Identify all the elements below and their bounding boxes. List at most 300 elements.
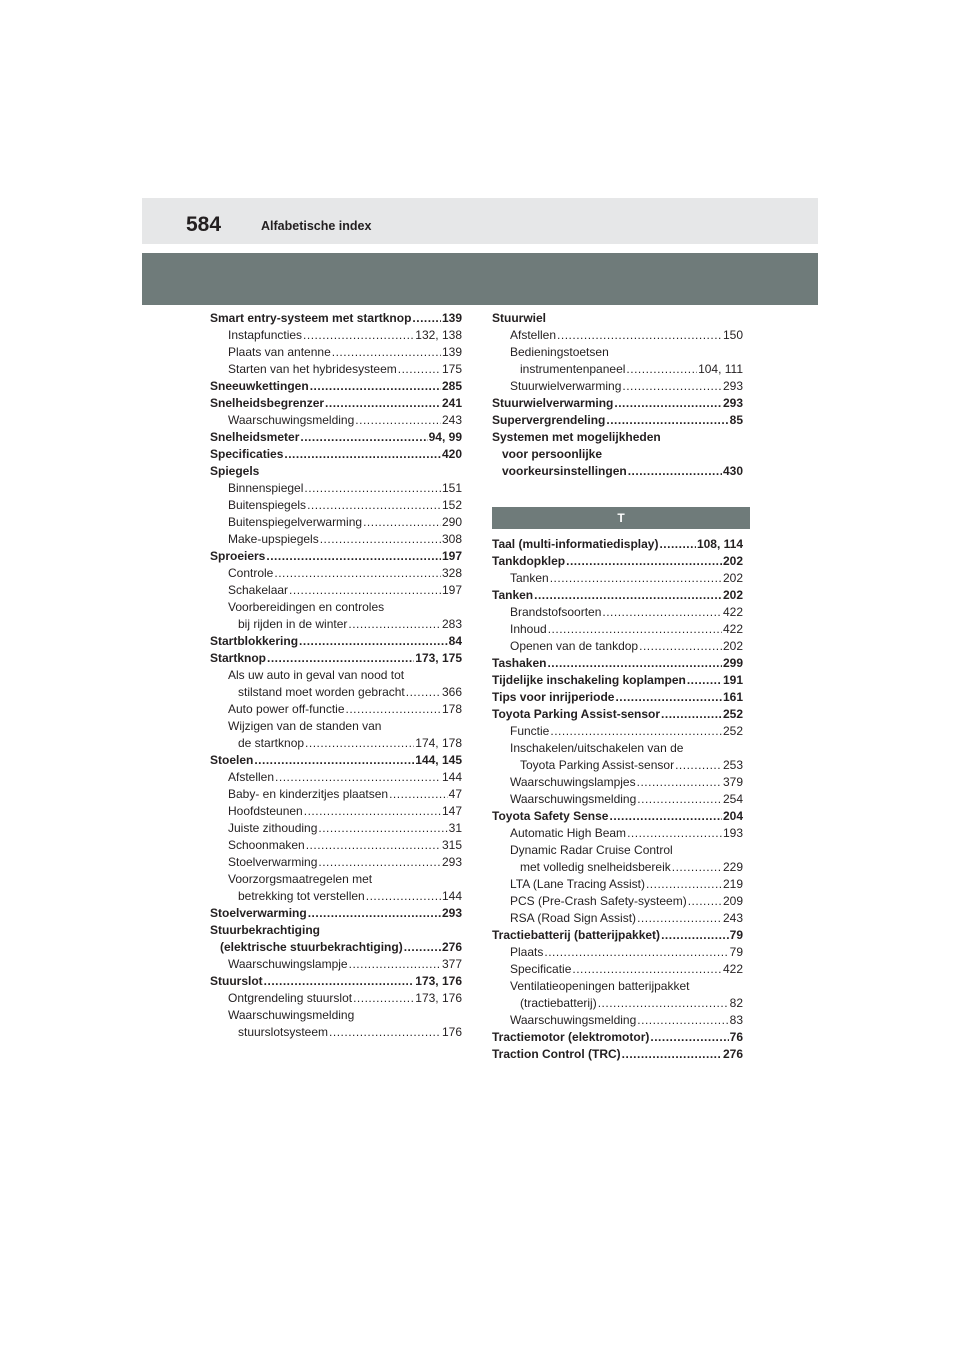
index-entry	[210, 871, 462, 888]
index-entry	[492, 570, 743, 587]
dot-leader	[349, 956, 441, 973]
index-entry-pages: 366	[441, 685, 462, 699]
index-entry	[492, 1046, 743, 1063]
dot-leader	[615, 689, 722, 706]
section-title: Alfabetische index	[261, 219, 372, 233]
index-entry	[210, 752, 462, 769]
dot-leader	[628, 463, 722, 480]
index-entry-pages: 219	[722, 877, 743, 891]
index-entry-pages: 173, 175	[415, 651, 462, 665]
index-entry-pages: 161	[722, 690, 743, 704]
index-entry-pages: 276	[441, 940, 462, 954]
index-entry-label: (tractiebatterij)	[520, 996, 597, 1010]
index-entry-label: Systemen met mogelijkheden	[492, 430, 661, 444]
header-band	[142, 253, 818, 305]
index-entry	[210, 344, 462, 361]
index-entry-label: Juiste zithouding	[228, 821, 318, 835]
index-entry-label: Voorbereidingen en controles	[228, 600, 385, 614]
index-entry-label: Plaats van antenne	[228, 345, 331, 359]
index-entry-label: Baby- en kinderzitjes plaatsen	[228, 787, 389, 801]
index-entry	[210, 701, 462, 718]
index-entry	[210, 633, 462, 650]
index-entry	[492, 378, 743, 395]
index-entry	[210, 973, 462, 990]
dot-leader	[412, 310, 441, 327]
index-entry	[210, 395, 462, 412]
index-entry-pages: 31	[448, 821, 462, 835]
index-entry	[210, 922, 462, 939]
index-entry	[492, 536, 743, 553]
index-entry-pages: 151	[441, 481, 462, 495]
dot-leader	[637, 774, 722, 791]
dot-leader	[264, 973, 415, 990]
index-entry-pages: 422	[722, 605, 743, 619]
dot-leader	[318, 854, 441, 871]
index-entry	[210, 582, 462, 599]
index-entry-label: Tips voor inrijperiode	[492, 690, 615, 704]
dot-leader	[547, 655, 722, 672]
index-entry	[492, 361, 743, 378]
index-entry-label: met volledig snelheidsbereik	[520, 860, 671, 874]
dot-leader	[606, 412, 728, 429]
dot-leader	[346, 701, 441, 718]
index-entry	[492, 604, 743, 621]
index-entry-pages: 253	[722, 758, 743, 772]
dot-leader	[274, 565, 441, 582]
index-entry-label: Sproeiers	[210, 549, 266, 563]
index-entry-label: Brandstofsoorten	[510, 605, 602, 619]
index-entry-pages: 82	[729, 996, 743, 1010]
index-entry-label: RSA (Road Sign Assist)	[510, 911, 637, 925]
index-entry-pages: 243	[722, 911, 743, 925]
index-entry	[210, 531, 462, 548]
index-entry	[492, 757, 743, 774]
index-entry	[210, 378, 462, 395]
index-entry-label: Instapfuncties	[228, 328, 303, 342]
index-entry	[492, 553, 743, 570]
dot-leader	[305, 735, 414, 752]
index-entry-pages: 202	[722, 588, 743, 602]
index-entry-label: Stuurwielverwarming	[510, 379, 622, 393]
index-entry	[210, 1007, 462, 1024]
index-entry	[210, 463, 462, 480]
index-entry-pages: 290	[441, 515, 462, 529]
index-entry	[492, 1012, 743, 1029]
index-entry	[210, 599, 462, 616]
index-entry-label: Waarschuwingslampje	[228, 957, 348, 971]
dot-leader	[404, 939, 441, 956]
index-entry-label: stilstand moet worden gebracht	[238, 685, 405, 699]
page-number: 584	[186, 213, 222, 236]
index-entry-pages: 197	[441, 583, 462, 597]
index-entry-label: Hoofdsteunen	[228, 804, 303, 818]
index-entry-label: Afstellen	[228, 770, 275, 784]
index-entry-label: Waarschuwingsmelding	[510, 1013, 637, 1027]
index-entry-label: voor persoonlijke	[502, 447, 603, 461]
index-entry	[210, 735, 462, 752]
index-entry-pages: 202	[722, 571, 743, 585]
index-entry-label: Buitenspiegelverwarming	[228, 515, 363, 529]
index-entry	[210, 718, 462, 735]
index-entry-pages: 293	[441, 855, 462, 869]
dot-leader	[637, 791, 722, 808]
index-entry-label: Auto power off-functie	[228, 702, 345, 716]
dot-leader	[602, 604, 722, 621]
index-entry-pages: 173, 176	[415, 974, 462, 988]
index-entry	[492, 927, 743, 944]
dot-leader	[622, 1046, 722, 1063]
index-entry-label: Afstellen	[510, 328, 557, 342]
index-entry	[492, 327, 743, 344]
dot-leader	[267, 650, 414, 667]
index-entry	[492, 638, 743, 655]
index-entry-label: voorkeursinstellingen	[502, 464, 627, 478]
index-entry-label: Waarschuwingsmelding	[228, 413, 355, 427]
dot-leader	[307, 497, 441, 514]
header-bar	[142, 198, 818, 244]
dot-leader	[398, 361, 441, 378]
index-entry-label: Voorzorgsmaatregelen met	[228, 872, 373, 886]
index-entry-label: Wijzigen van de standen van	[228, 719, 382, 733]
dot-leader	[348, 616, 441, 633]
index-entry-pages: 176	[441, 1025, 462, 1039]
index-entry-label: Als uw auto in geval van nood tot	[228, 668, 405, 682]
dot-leader	[275, 769, 441, 786]
index-entry	[210, 548, 462, 565]
dot-leader	[675, 757, 722, 774]
index-entry-label: Toyota Parking Assist-sensor	[492, 707, 661, 721]
index-entry-pages: 285	[441, 379, 462, 393]
dot-leader	[609, 808, 721, 825]
index-entry	[492, 825, 743, 842]
index-entry-pages: 299	[722, 656, 743, 670]
index-entry-label: Snelheidsmeter	[210, 430, 300, 444]
index-entry-label: Inhoud	[510, 622, 547, 636]
index-entry-label: Stoelverwarming	[228, 855, 318, 869]
index-entry-label: Spiegels	[210, 464, 260, 478]
index-entry-label: Openen van de tankdop	[510, 639, 639, 653]
index-entry	[492, 995, 743, 1012]
index-entry	[210, 888, 462, 905]
dot-leader	[332, 344, 441, 361]
index-column-right-t	[492, 536, 743, 1063]
index-entry-pages: 47	[448, 787, 462, 801]
index-entry-label: Dynamic Radar Cruise Control	[510, 843, 673, 857]
index-entry-pages: 276	[722, 1047, 743, 1061]
index-entry-pages: 178	[441, 702, 462, 716]
index-entry-pages: 293	[722, 396, 743, 410]
index-entry-pages: 254	[722, 792, 743, 806]
index-entry	[492, 587, 743, 604]
dot-leader	[318, 820, 447, 837]
index-entry-pages: 422	[722, 622, 743, 636]
dot-leader	[353, 990, 414, 1007]
index-entry	[210, 684, 462, 701]
index-entry-label: betrekking tot verstellen	[238, 889, 365, 903]
index-entry-pages: 104, 111	[698, 362, 743, 376]
index-entry	[210, 429, 462, 446]
index-entry	[210, 310, 462, 327]
dot-leader	[306, 837, 441, 854]
index-entry	[210, 854, 462, 871]
index-entry-label: Bedieningstoetsen	[510, 345, 609, 359]
index-entry-pages: 283	[441, 617, 462, 631]
index-entry	[210, 956, 462, 973]
index-entry-pages: 152	[441, 498, 462, 512]
index-entry-label: Startknop	[210, 651, 267, 665]
dot-leader	[626, 361, 697, 378]
index-entry-pages: 79	[729, 945, 743, 959]
dot-leader	[614, 395, 722, 412]
index-entry-pages: 174, 178	[415, 736, 462, 750]
index-entry-pages: 328	[441, 566, 462, 580]
index-entry-label: Tijdelijke inschakeling koplampen	[492, 673, 686, 687]
index-column-right-s	[492, 310, 743, 480]
dot-leader	[639, 638, 722, 655]
index-entry-label: Startblokkering	[210, 634, 299, 648]
index-entry-pages: 293	[722, 379, 743, 393]
dot-leader	[284, 446, 441, 463]
dot-leader	[550, 723, 722, 740]
index-entry	[492, 395, 743, 412]
dot-leader	[550, 570, 722, 587]
index-entry-pages: 241	[441, 396, 462, 410]
index-entry	[210, 990, 462, 1007]
dot-leader	[266, 548, 441, 565]
index-entry-label: bij rijden in de winter	[238, 617, 348, 631]
index-entry-label: Tanken	[510, 571, 549, 585]
index-entry	[210, 939, 462, 956]
index-entry	[210, 667, 462, 684]
dot-leader	[566, 553, 722, 570]
index-entry-pages: 191	[722, 673, 743, 687]
index-entry-pages: 150	[722, 328, 743, 342]
index-entry-pages: 209	[722, 894, 743, 908]
index-entry-label: Schakelaar	[228, 583, 289, 597]
index-entry-pages: 229	[722, 860, 743, 874]
index-entry-label: Stoelverwarming	[210, 906, 307, 920]
dot-leader	[310, 378, 441, 395]
dot-leader	[637, 910, 722, 927]
index-entry	[492, 446, 743, 463]
index-entry-pages: 202	[722, 554, 743, 568]
index-entry	[210, 446, 462, 463]
index-entry-label: Automatic High Beam	[510, 826, 627, 840]
index-entry-label: Buitenspiegels	[228, 498, 307, 512]
index-entry	[492, 944, 743, 961]
index-entry-pages: 144	[441, 770, 462, 784]
index-entry	[492, 876, 743, 893]
index-entry-label: Waarschuwingsmelding	[510, 792, 637, 806]
index-entry-label: Ontgrendeling stuurslot	[228, 991, 353, 1005]
index-entry	[492, 723, 743, 740]
dot-leader	[289, 582, 441, 599]
index-entry	[210, 497, 462, 514]
dot-leader	[661, 706, 722, 723]
index-entry-label: de startknop	[238, 736, 305, 750]
index-entry	[492, 463, 743, 480]
index-entry-pages: 83	[729, 1013, 743, 1027]
index-entry	[492, 774, 743, 791]
index-entry-label: Stuurwiel	[492, 311, 547, 325]
index-entry	[492, 706, 743, 723]
dot-leader	[672, 859, 722, 876]
dot-leader	[320, 531, 441, 548]
index-entry-pages: 197	[441, 549, 462, 563]
dot-leader	[572, 961, 722, 978]
dot-leader	[646, 876, 722, 893]
index-entry	[210, 480, 462, 497]
index-entry	[210, 837, 462, 854]
index-entry-label: LTA (Lane Tracing Assist)	[510, 877, 645, 891]
dot-leader	[598, 995, 729, 1012]
index-entry	[492, 412, 743, 429]
index-entry-pages: 379	[722, 775, 743, 789]
index-entry	[492, 859, 743, 876]
index-entry	[210, 361, 462, 378]
index-entry	[210, 565, 462, 582]
index-entry	[492, 791, 743, 808]
index-entry-pages: 252	[722, 724, 743, 738]
index-entry-label: Tankdopklep	[492, 554, 566, 568]
index-entry-pages: 76	[729, 1030, 743, 1044]
index-entry-label: Tractiemotor (elektromotor)	[492, 1030, 650, 1044]
dot-leader	[308, 905, 441, 922]
index-entry	[492, 961, 743, 978]
index-entry-pages: 144	[441, 889, 462, 903]
index-entry-label: Sneeuwkettingen	[210, 379, 309, 393]
index-entry	[210, 803, 462, 820]
index-entry-label: Smart entry-systeem met startknop	[210, 311, 412, 325]
index-entry-label: Make-upspiegels	[228, 532, 319, 546]
index-entry-pages: 147	[441, 804, 462, 818]
index-entry-pages: 139	[441, 345, 462, 359]
dot-leader	[325, 395, 441, 412]
index-entry	[492, 910, 743, 927]
dot-leader	[304, 480, 441, 497]
index-entry-label: Tractiebatterij (batterijpakket)	[492, 928, 661, 942]
index-entry-pages: 85	[729, 413, 743, 427]
index-entry-pages: 243	[441, 413, 462, 427]
index-entry-pages: 139	[441, 311, 462, 325]
index-entry	[492, 655, 743, 672]
index-entry-pages: 84	[448, 634, 462, 648]
index-entry	[210, 820, 462, 837]
index-entry	[492, 344, 743, 361]
index-entry-label: Functie	[510, 724, 550, 738]
index-entry-label: Snelheidsbegrenzer	[210, 396, 325, 410]
index-entry-pages: 175	[441, 362, 462, 376]
index-entry	[210, 769, 462, 786]
index-entry-label: Ventilatieopeningen batterijpakket	[510, 979, 690, 993]
index-entry-label: Stoelen	[210, 753, 254, 767]
index-entry-pages: 308	[441, 532, 462, 546]
index-entry	[210, 616, 462, 633]
dot-leader	[622, 378, 722, 395]
index-entry-pages: 422	[722, 962, 743, 976]
index-entry-pages: 173, 176	[415, 991, 462, 1005]
dot-leader	[303, 327, 414, 344]
index-entry-label: Schoonmaken	[228, 838, 305, 852]
index-entry-pages: 430	[722, 464, 743, 478]
index-entry-label: Supervergrendeling	[492, 413, 606, 427]
index-entry-pages: 204	[722, 809, 743, 823]
index-entry	[210, 412, 462, 429]
index-entry-label: Specificaties	[210, 447, 284, 461]
index-entry	[492, 740, 743, 757]
dot-leader	[406, 684, 441, 701]
index-entry-pages: 132, 138	[415, 328, 462, 342]
index-entry-label: Tanken	[492, 588, 534, 602]
index-entry-label: Waarschuwingsmelding	[228, 1008, 355, 1022]
index-entry-label: Stuurslot	[210, 974, 263, 988]
index-entry-label: Toyota Safety Sense	[492, 809, 609, 823]
index-entry-pages: 252	[722, 707, 743, 721]
index-entry	[492, 978, 743, 995]
index-entry	[492, 429, 743, 446]
index-entry-label: Starten van het hybridesysteem	[228, 362, 397, 376]
index-entry-label: stuurslotsysteem	[238, 1025, 329, 1039]
index-entry-label: Taal (multi-informatiedisplay)	[492, 537, 659, 551]
dot-leader	[659, 536, 695, 553]
index-entry-label: Stuurwielverwarming	[492, 396, 614, 410]
index-entry	[492, 689, 743, 706]
index-entry-label: (elektrische stuurbekrachtiging)	[220, 940, 403, 954]
dot-leader	[363, 514, 441, 531]
dot-leader	[366, 888, 441, 905]
index-entry-pages: 293	[441, 906, 462, 920]
dot-leader	[254, 752, 414, 769]
index-entry-label: Controle	[228, 566, 274, 580]
index-entry-label: Plaats	[510, 945, 544, 959]
index-entry-pages: 315	[441, 838, 462, 852]
index-column-left	[210, 310, 462, 1041]
index-entry-pages: 108, 114	[696, 537, 743, 551]
index-entry	[492, 672, 743, 689]
index-entry-label: Toyota Parking Assist-sensor	[520, 758, 675, 772]
index-entry-label: Inschakelen/uitschakelen van de	[510, 741, 684, 755]
letter-heading-t: T	[492, 507, 750, 529]
index-entry	[210, 905, 462, 922]
dot-leader	[389, 786, 448, 803]
index-entry	[210, 1024, 462, 1041]
dot-leader	[299, 633, 448, 650]
dot-leader	[637, 1012, 728, 1029]
index-entry	[210, 327, 462, 344]
index-entry-label: PCS (Pre-Crash Safety-systeem)	[510, 894, 687, 908]
index-entry-pages: 94, 99	[428, 430, 462, 444]
index-entry	[492, 310, 743, 327]
index-entry-pages: 144, 145	[415, 753, 462, 767]
dot-leader	[355, 412, 441, 429]
index-entry	[210, 650, 462, 667]
index-entry-label: Waarschuwingslampjes	[510, 775, 636, 789]
index-entry-label: Tashaken	[492, 656, 547, 670]
index-entry-label: instrumentenpaneel	[520, 362, 626, 376]
dot-leader	[304, 803, 441, 820]
dot-leader	[688, 893, 722, 910]
index-entry	[492, 808, 743, 825]
dot-leader	[627, 825, 722, 842]
index-entry-pages: 377	[441, 957, 462, 971]
index-entry-label: Specificatie	[510, 962, 572, 976]
index-entry	[492, 842, 743, 859]
index-entry-pages: 79	[729, 928, 743, 942]
index-entry-pages: 193	[722, 826, 743, 840]
index-entry-label: Binnenspiegel	[228, 481, 304, 495]
index-entry-pages: 420	[441, 447, 462, 461]
index-entry-label: Stuurbekrachtiging	[210, 923, 321, 937]
